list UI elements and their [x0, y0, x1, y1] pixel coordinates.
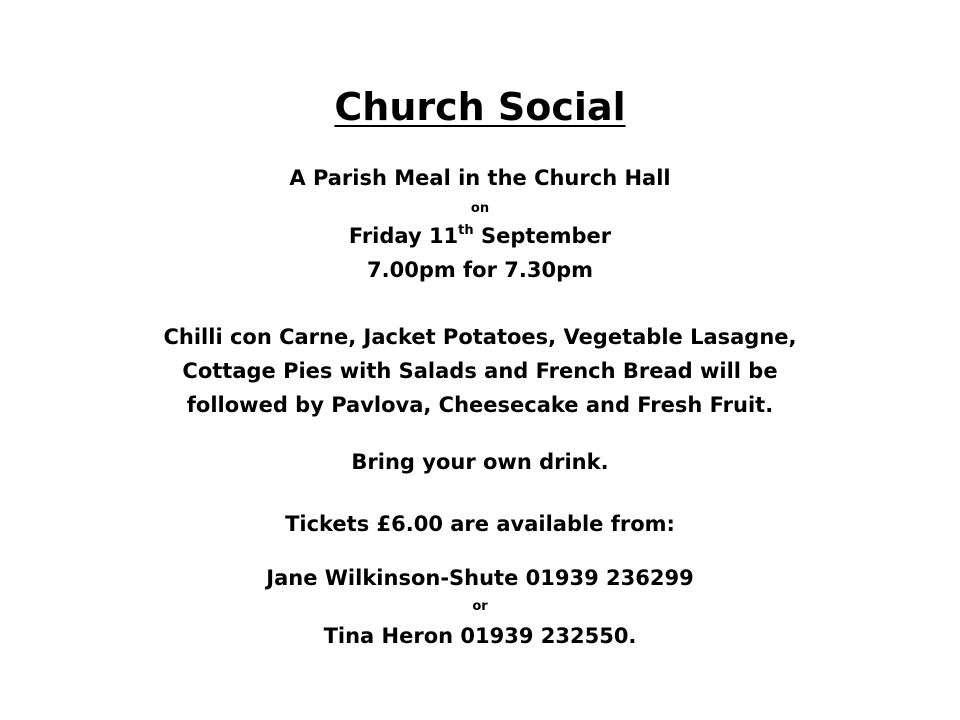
event-date-month: September [473, 224, 612, 248]
tickets-info: Tickets £6.00 are available from: [285, 512, 675, 536]
notice-title: Church Social [334, 85, 626, 129]
drink-note: Bring your own drink. [351, 450, 609, 474]
event-date-day: Friday 11 [348, 224, 459, 248]
event-subtitle: A Parish Meal in the Church Hall [289, 166, 671, 190]
menu-line: Cottage Pies with Salads and French Bread will be [182, 359, 778, 383]
event-date [0, 223, 960, 248]
event-time: 7.00pm for 7.30pm [367, 258, 593, 282]
menu-line: Chilli con Carne, Jacket Potatoes, Vegetable Lasagne, [163, 325, 797, 349]
menu-description [0, 320, 960, 422]
event-date-ordinal: th [458, 223, 474, 238]
contact-tina: Tina Heron 01939 232550. [323, 624, 637, 648]
menu-line: followed by Pavlova, Cheesecake and Fresh Fruit. [186, 393, 774, 417]
contact-jane: Jane Wilkinson-Shute 01939 236299 [266, 566, 694, 590]
or-connector: or [472, 599, 488, 614]
on-connector: on [470, 201, 490, 216]
